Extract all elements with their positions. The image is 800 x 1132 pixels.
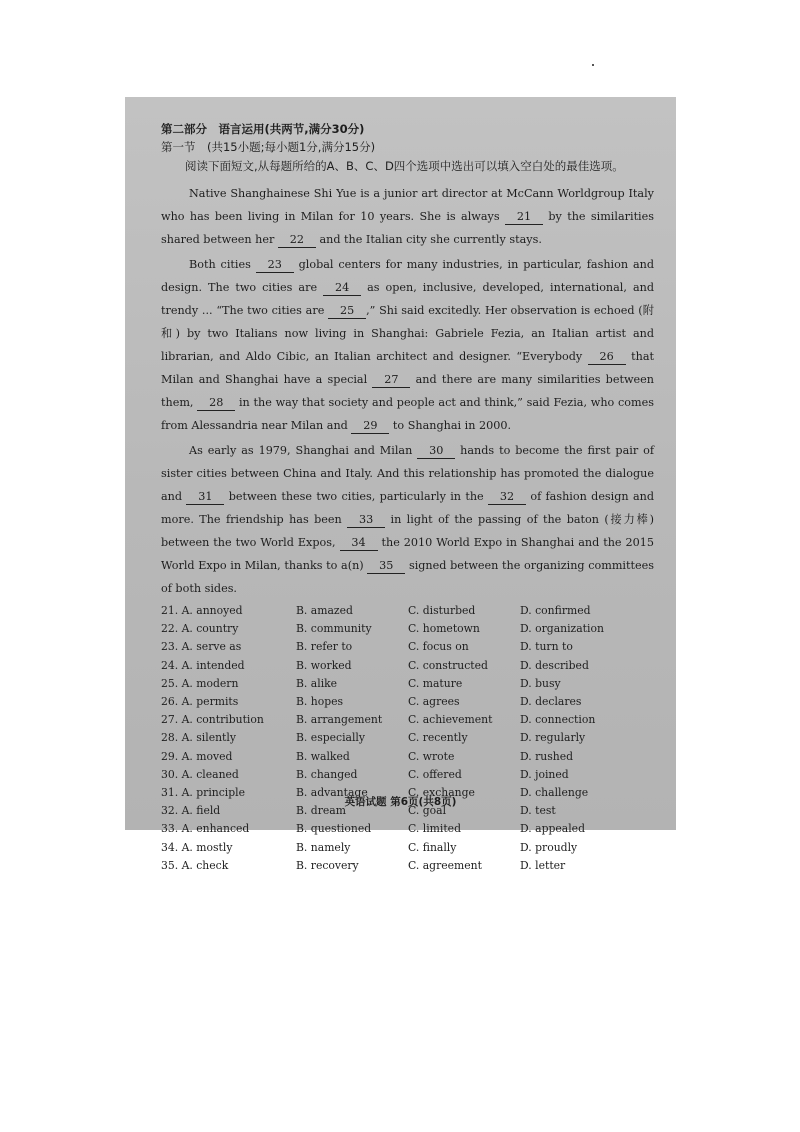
blank-28: 28 bbox=[197, 396, 235, 411]
blank-23: 23 bbox=[256, 258, 294, 273]
option-c: C. achievement bbox=[408, 713, 493, 727]
option-c: C. agreement bbox=[408, 858, 482, 872]
option-c: C. disturbed bbox=[408, 604, 476, 617]
option-row bbox=[161, 711, 654, 729]
option-row bbox=[161, 620, 654, 638]
section-heading: 第一节 (共15小题;每小题1分,满分15分) bbox=[161, 140, 376, 154]
blank-32: 32 bbox=[488, 490, 526, 505]
option-c: C. offered bbox=[408, 767, 462, 781]
option-a: 35. A. check bbox=[161, 858, 229, 872]
exam-page bbox=[125, 97, 676, 872]
passage-text: ,” Shi said excitedly. Her observation is echoed (附和) by two Italians now living in Shanghai: Gabriele Fezia, an Italian artist and librarian, and Aldo Cibic, an Italian architect and designer. “Everybody bbox=[161, 304, 654, 363]
option-c: C. limited bbox=[408, 822, 461, 836]
option-a: 31. A. principle bbox=[161, 786, 245, 800]
blank-31: 31 bbox=[186, 490, 224, 505]
option-row bbox=[161, 729, 654, 747]
options-list bbox=[161, 602, 654, 875]
passage-text: by the similarities shared between her bbox=[161, 210, 655, 246]
blank-24: 24 bbox=[323, 281, 361, 296]
blank-30: 30 bbox=[417, 444, 455, 459]
passage-paragraph-2 bbox=[161, 253, 654, 437]
option-a: 33. A. enhanced bbox=[161, 822, 250, 836]
option-b: B. changed bbox=[296, 767, 358, 781]
option-b: B. namely bbox=[296, 840, 351, 854]
passage-text: in the way that society and people act and think,” said Fezia, who comes from Alessandria near Milan and bbox=[161, 396, 654, 432]
option-d: D. confirmed bbox=[520, 604, 591, 617]
option-row bbox=[161, 693, 654, 711]
option-d: D. organization bbox=[520, 622, 604, 636]
option-row bbox=[161, 657, 654, 675]
part-heading: 第二部分 语言运用(共两节,满分30分) bbox=[161, 122, 365, 136]
option-d: D. appealed bbox=[520, 822, 585, 836]
option-d: D. challenge bbox=[520, 786, 589, 800]
option-row bbox=[161, 638, 654, 656]
option-b: B. advantage bbox=[296, 786, 368, 800]
option-b: B. worked bbox=[296, 658, 352, 672]
instructions: 阅读下面短文,从每题所给的A、B、C、D四个选项中选出可以填入空白处的最佳选项。 bbox=[185, 159, 624, 173]
option-a: 22. A. country bbox=[161, 622, 239, 636]
blank-29: 29 bbox=[351, 419, 389, 434]
passage-text: hands to become the first pair of sister cities between China and Italy. And this relationship has promoted the dialogue and bbox=[161, 444, 655, 503]
option-b: B. alike bbox=[296, 676, 338, 690]
option-c: C. mature bbox=[408, 676, 463, 690]
option-c: C. agrees bbox=[408, 695, 460, 709]
blank-26: 26 bbox=[588, 350, 626, 365]
option-a: 29. A. moved bbox=[161, 749, 233, 763]
passage-text: to Shanghai in 2000. bbox=[389, 419, 512, 432]
option-d: D. test bbox=[520, 804, 556, 818]
option-b: B. especially bbox=[296, 731, 365, 745]
option-row bbox=[161, 857, 654, 875]
passage-text: signed between the organizing committees of both sides. bbox=[161, 559, 654, 595]
passage-text: global centers for many industries, in particular, fashion and design. The two cities are bbox=[161, 258, 654, 294]
passage-paragraph-1 bbox=[161, 182, 654, 251]
option-d: D. busy bbox=[520, 676, 561, 690]
blank-34: 34 bbox=[340, 536, 378, 551]
option-a: 28. A. silently bbox=[161, 731, 236, 745]
passage-text: the 2010 World Expo in Shanghai and the 2015 World Expo in Milan, thanks to a(n) bbox=[161, 536, 654, 572]
option-b: B. community bbox=[296, 622, 372, 636]
passage-text: that Milan and Shanghai have a special bbox=[161, 350, 654, 386]
option-row bbox=[161, 602, 654, 620]
scan-speck bbox=[592, 64, 594, 66]
option-c: C. recently bbox=[408, 731, 468, 745]
option-d: D. connection bbox=[520, 713, 596, 727]
option-b: B. questioned bbox=[296, 822, 372, 836]
passage-text: between these two cities, particularly in the bbox=[224, 490, 488, 503]
option-a: 27. A. contribution bbox=[161, 713, 264, 727]
option-c: C. goal bbox=[408, 804, 447, 818]
passage-text: and the Italian city she currently stays. bbox=[315, 233, 542, 246]
blank-27: 27 bbox=[372, 373, 410, 388]
option-c: C. constructed bbox=[408, 658, 488, 672]
passage-text: of fashion design and more. The friendship has been bbox=[161, 490, 654, 526]
option-a: 25. A. modern bbox=[161, 676, 239, 690]
option-d: D. turn to bbox=[520, 640, 573, 654]
option-c: C. wrote bbox=[408, 749, 455, 763]
option-d: D. rushed bbox=[520, 749, 574, 763]
option-a: 32. A. field bbox=[161, 804, 221, 818]
option-b: B. walked bbox=[296, 749, 350, 763]
option-b: B. dream bbox=[296, 804, 346, 818]
passage-text: as open, inclusive, developed, international, and trendy ... “The two cities are bbox=[161, 281, 654, 317]
option-b: B. refer to bbox=[296, 640, 353, 654]
option-d: D. declares bbox=[520, 695, 582, 709]
option-row bbox=[161, 675, 654, 693]
passage-paragraph-3 bbox=[161, 439, 654, 600]
option-c: C. focus on bbox=[408, 640, 469, 654]
option-c: C. exchange bbox=[408, 786, 475, 800]
option-row bbox=[161, 839, 654, 857]
option-a: 23. A. serve as bbox=[161, 640, 242, 654]
blank-22: 22 bbox=[278, 233, 316, 248]
option-b: B. hopes bbox=[296, 695, 344, 709]
option-b: B. arrangement bbox=[296, 713, 383, 727]
blank-21: 21 bbox=[505, 210, 543, 225]
option-b: B. amazed bbox=[296, 604, 353, 617]
passage-text: Both cities bbox=[189, 258, 256, 271]
passage-text: As early as 1979, Shanghai and Milan bbox=[189, 444, 418, 457]
passage-text: in light of the passing of the baton (接力棒) between the two World Expos, bbox=[161, 513, 654, 549]
option-c: C. hometown bbox=[408, 622, 480, 636]
option-a: 24. A. intended bbox=[161, 658, 245, 672]
blank-25: 25 bbox=[328, 304, 366, 319]
option-d: D. proudly bbox=[520, 840, 578, 854]
option-a: 21. A. annoyed bbox=[161, 604, 243, 617]
option-b: B. recovery bbox=[296, 858, 359, 872]
option-d: D. letter bbox=[520, 858, 566, 872]
page-footer: 英语试题 第6页(共8页) bbox=[344, 796, 457, 808]
option-d: D. described bbox=[520, 658, 589, 672]
option-a: 26. A. permits bbox=[161, 695, 239, 709]
blank-33: 33 bbox=[347, 513, 385, 528]
passage-text: Native Shanghainese Shi Yue is a junior art director at McCann Worldgroup Italy who has been living in Milan for 10 years. She is always bbox=[161, 187, 654, 223]
option-a: 34. A. mostly bbox=[161, 840, 233, 854]
option-d: D. joined bbox=[520, 767, 569, 781]
option-row bbox=[161, 748, 654, 766]
option-a: 30. A. cleaned bbox=[161, 767, 239, 781]
option-c: C. finally bbox=[408, 840, 457, 854]
option-row bbox=[161, 820, 654, 838]
passage-text: and there are many similarities between them, bbox=[161, 373, 654, 409]
option-row bbox=[161, 766, 654, 784]
blank-35: 35 bbox=[367, 559, 405, 574]
option-d: D. regularly bbox=[520, 731, 586, 745]
